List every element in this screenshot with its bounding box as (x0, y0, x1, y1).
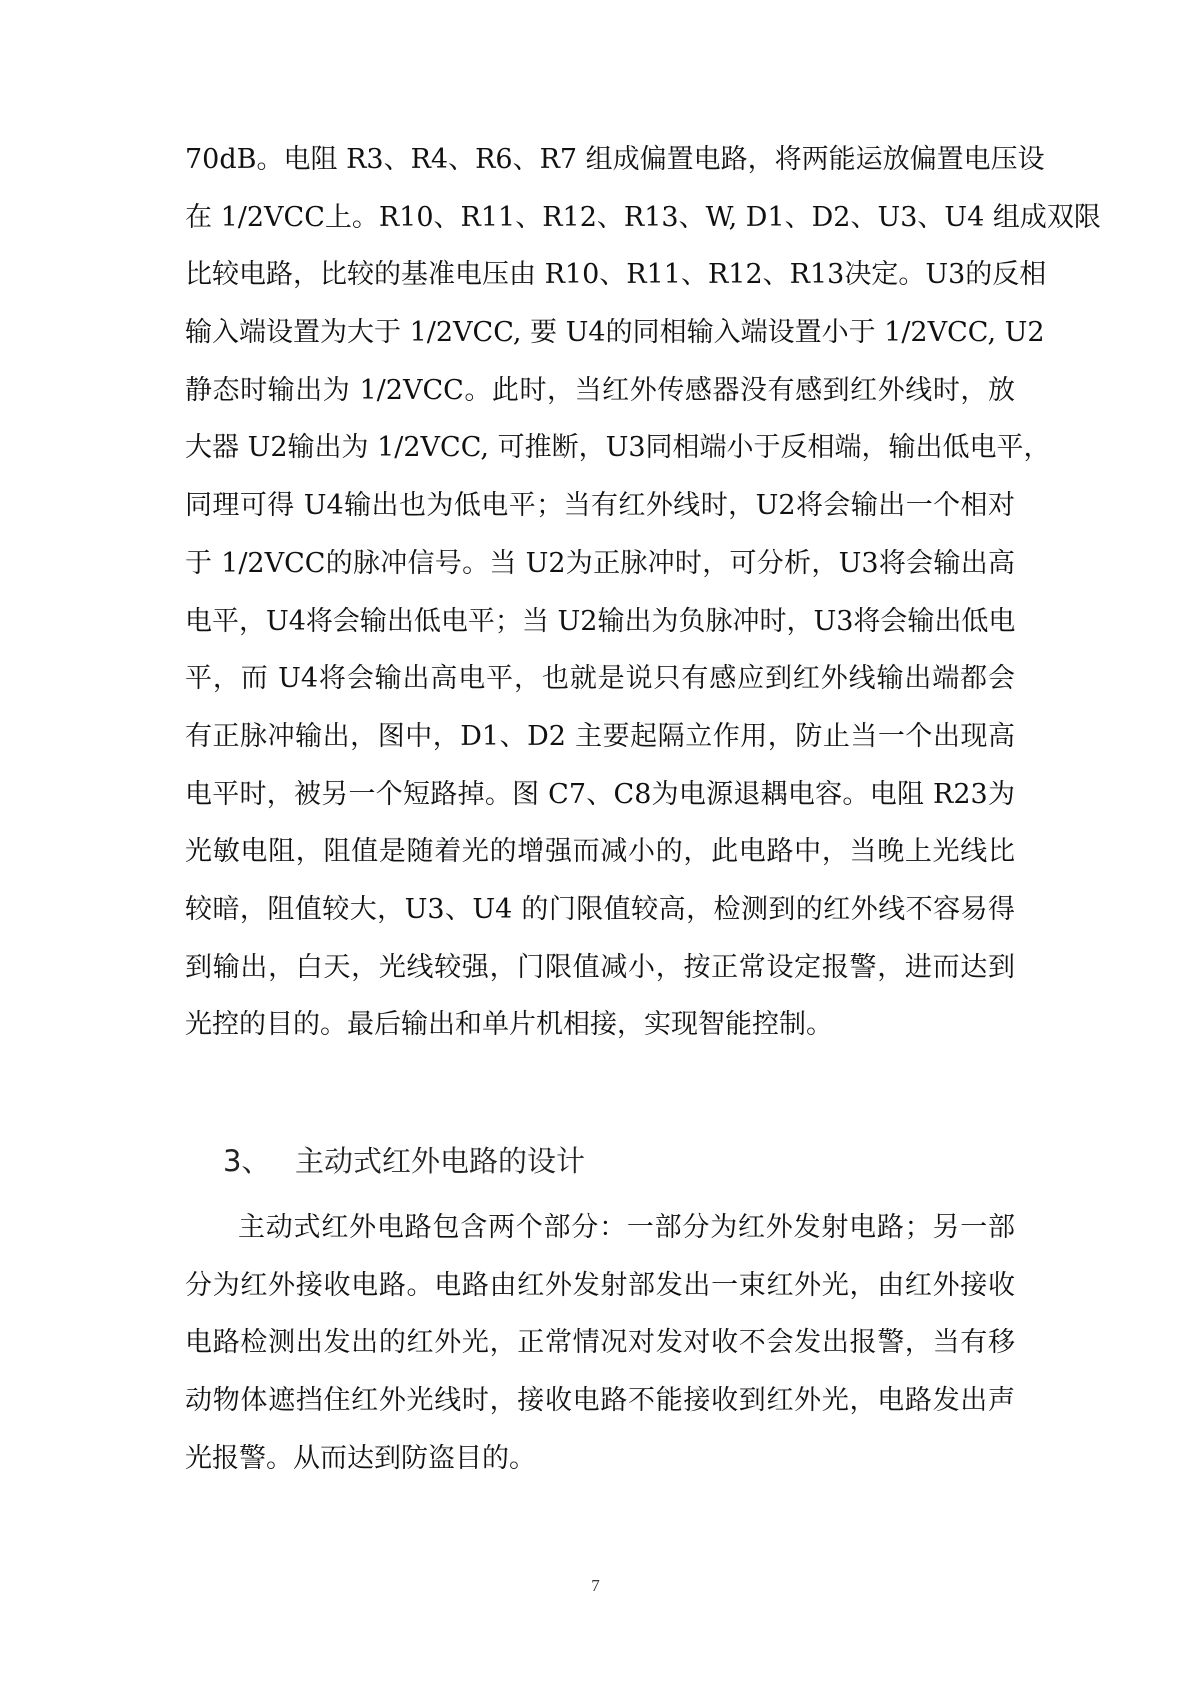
text-line: 较暗，阻值较大，U3、U4 的门限值较高，检测到的红外线不容易得 (185, 894, 1015, 925)
text-line: 分为红外接收电路。电路由红外发射部发出一束红外光，由红外接收 (185, 1270, 1015, 1301)
text-line: 光控的目的。最后输出和单片机相接，实现智能控制。 (185, 1009, 833, 1040)
text-line: 输入端设置为大于 1/2VCC, 要 U4的同相输入端设置小于 1/2VCC, U2 (185, 317, 1045, 348)
text-line: 光报警。从而达到防盗目的。 (185, 1443, 536, 1474)
section-title: 主动式红外电路的设计 (295, 1144, 586, 1178)
section-number: 3、 (223, 1144, 271, 1178)
text-line: 70dB。电阻 R3、R4、R6、R7 组成偏置电路，将两能运放偏置电压设 (185, 144, 1045, 175)
text-line: 电平，U4将会输出低电平；当 U2输出为负脉冲时，U3将会输出低电 (185, 606, 1016, 637)
text-line: 电路检测出发出的红外光，正常情况对发对收不会发出报警，当有移 (185, 1327, 1015, 1358)
text-line: 有正脉冲输出，图中，D1、D2 主要起隔立作用，防止当一个出现高 (185, 721, 1015, 752)
text-line: 大器 U2输出为 1/2VCC, 可推断，U3同相端小于反相端，输出低电平， (185, 432, 1051, 463)
text-line: 同理可得 U4输出也为低电平；当有红外线时，U2将会输出一个相对 (185, 490, 1015, 521)
text-line: 静态时输出为 1/2VCC。此时，当红外传感器没有感到红外线时，放 (185, 375, 1015, 406)
text-line: 动物体遮挡住红外光线时，接收电路不能接收到红外光，电路发出声 (185, 1385, 1015, 1416)
text-line: 主动式红外电路包含两个部分：一部分为红外发射电路；另一部 (238, 1212, 1015, 1243)
text-line: 到输出，白天，光线较强，门限值减小，按正常设定报警，进而达到 (185, 952, 1015, 983)
text-line: 平，而 U4将会输出高电平，也就是说只有感应到红外线输出端都会 (185, 663, 1015, 694)
text-line: 光敏电阻，阻值是随着光的增强而减小的，此电路中，当晚上光线比 (185, 836, 1015, 867)
text-line: 于 1/2VCC的脉冲信号。当 U2为正脉冲时，可分析，U3将会输出高 (185, 548, 1015, 579)
section-heading (223, 1142, 585, 1180)
text-line: 比较电路，比较的基准电压由 R10、R11、R12、R13决定。U3的反相 (185, 259, 1047, 290)
text-line: 在 1/2VCC上。R10、R11、R12、R13、W, D1、D2、U3、U4 组成双限 (185, 202, 1101, 233)
text-line: 电平时，被另一个短路掉。图 C7、C8为电源退耦电容。电阻 R23为 (185, 779, 1015, 810)
page-number: 7 (591, 1576, 600, 1595)
